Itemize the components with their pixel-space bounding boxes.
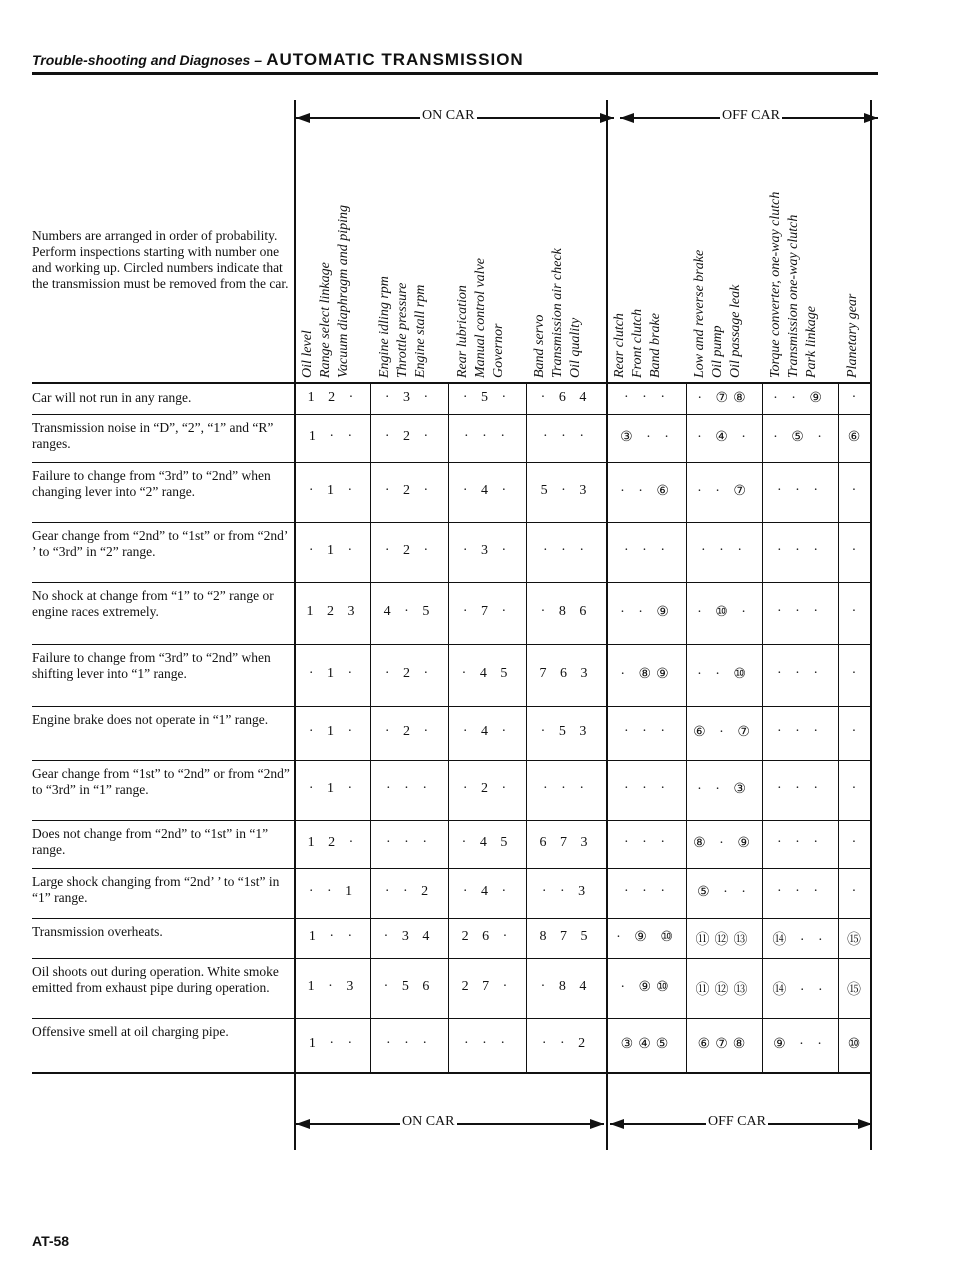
row-label: Transmission noise in “D”, “2”, “1” and “R” ranges. — [32, 420, 274, 451]
row-label: Does not change from “2nd” to “1st” in “1” range. — [32, 826, 269, 857]
cell-value: · 5 3 — [540, 724, 592, 739]
cell-value: · · · — [624, 543, 670, 558]
cell-value: · · ③ — [697, 782, 751, 797]
cell-value: · 4 · — [462, 724, 512, 739]
row-rule — [32, 918, 872, 919]
column-header: Oil level — [300, 330, 315, 378]
column-header: Range select linkage — [318, 262, 333, 378]
table-top-rule — [32, 382, 872, 384]
cell-value: · 8 6 — [540, 604, 592, 619]
cell-value: · 2 · — [462, 781, 512, 796]
cell-value: · · · — [777, 604, 823, 619]
row-label: No shock at change from “1” to “2” range or engine races extremely. — [32, 588, 274, 619]
column-header: Engine idling rpm — [377, 276, 392, 378]
column-header: Vacuum diaphragm and piping — [336, 204, 351, 378]
row-label: Transmission overheats. — [32, 924, 163, 939]
row-rule — [32, 958, 872, 959]
cell-value: · ⑩ · — [697, 605, 751, 620]
cell-value: · — [851, 884, 857, 899]
column-header: Engine stall rpm — [413, 284, 428, 378]
row-rule — [32, 644, 872, 645]
off-car-label-top: OFF CAR — [722, 108, 780, 123]
row-rule — [32, 462, 872, 463]
on-car-arrow-left — [296, 113, 310, 123]
cell-value: · · · — [701, 543, 747, 558]
row-rule — [32, 706, 872, 707]
cell-value: · 4 5 — [461, 666, 513, 681]
row-label: Failure to change from “3rd” to “2nd” when changing lever into “2” range. — [32, 468, 271, 499]
column-header: Torque converter, one-way clutch — [768, 191, 783, 378]
cell-value: 1 · · — [308, 429, 358, 444]
cell-value: · · 1 — [308, 884, 358, 899]
cell-value: ⑥⑦⑧ — [697, 1037, 751, 1052]
column-header: Park linkage — [804, 306, 819, 378]
row-label: Engine brake does not operate in “1” range. — [32, 712, 269, 727]
cell-value: · · · — [543, 429, 589, 444]
cell-value: · · · — [386, 835, 432, 850]
row-label: Car will not run in any range. — [32, 390, 192, 405]
cell-value: · · 2 — [384, 884, 434, 899]
column-header: Band brake — [648, 313, 663, 378]
cell-value: · — [851, 390, 857, 405]
cell-value: ⑮ — [847, 933, 861, 948]
row-label: Large shock changing from “2nd’ ’ to “1st” in “1” range. — [32, 874, 280, 905]
row-rule — [32, 414, 872, 415]
cell-value: · · ⑥ — [620, 484, 674, 499]
cell-value: · · 3 — [541, 884, 591, 899]
cell-value: · ⑤ · — [773, 430, 827, 445]
cell-value: 8 7 5 — [539, 929, 593, 944]
on-car-label-bottom: ON CAR — [402, 1114, 455, 1129]
cell-value: · · · — [624, 835, 670, 850]
cell-value: 2 6 · — [461, 929, 513, 944]
cell-value: · ⑧⑨ — [620, 667, 674, 682]
cell-value: · · · — [777, 724, 823, 739]
cell-value: · 1 · — [308, 781, 358, 796]
cell-value: · 4 · — [462, 884, 512, 899]
cell-value: · — [851, 483, 857, 498]
cell-value: ⑭ · · — [772, 983, 828, 998]
cell-value: · · ⑦ — [697, 484, 751, 499]
cell-value: 6 7 3 — [539, 835, 593, 850]
cell-value: · — [851, 781, 857, 796]
cell-value: ⑥ · ⑦ — [693, 725, 755, 740]
cell-value: ⑮ — [847, 983, 861, 998]
column-header: Throttle pressure — [395, 282, 410, 378]
on-car-label-top: ON CAR — [422, 108, 475, 123]
on-car-arrow-bottom-right — [590, 1119, 604, 1129]
section-label: Trouble-shooting and Diagnoses – — [32, 52, 262, 68]
column-header: Front clutch — [630, 308, 645, 378]
cell-value: · 8 4 — [540, 979, 592, 994]
page-number: AT-58 — [32, 1233, 70, 1249]
column-header: Oil quality — [568, 317, 583, 378]
cell-value: · · · — [464, 429, 510, 444]
instructions-note: Numbers are arranged in order of probability. Perform inspections starting with number one and working up. Circled numbers indicate that the transmission must be removed from the car. — [32, 228, 289, 291]
column-header: Governor — [491, 323, 506, 378]
column-header: Band servo — [532, 314, 547, 378]
cell-value: · · ⑨ — [620, 605, 674, 620]
cell-value: · 4 · — [462, 483, 512, 498]
cell-value: 1 2 · — [307, 835, 359, 850]
cell-value: · · · — [386, 781, 432, 796]
cell-value: 7 6 3 — [539, 666, 593, 681]
cell-value: · · · — [777, 781, 823, 796]
cell-value: 4 · 5 — [383, 604, 435, 619]
row-label: Gear change from “2nd” to “1st” or from “2nd’ ’ to “3rd” in “2” range. — [32, 528, 288, 559]
off-car-arrow-bottom-left — [610, 1119, 624, 1129]
row-label: Failure to change from “3rd” to “2nd” when shifting lever into “1” range. — [32, 650, 271, 681]
cell-value: ⑪⑫⑬ — [695, 983, 753, 998]
cell-value: · · 2 — [541, 1036, 591, 1051]
cell-value: 1 · 3 — [307, 979, 359, 994]
column-header: Manual control valve — [473, 257, 488, 378]
cell-value: · 3 4 — [383, 929, 435, 944]
cell-value: · · · — [624, 390, 670, 405]
cell-value: · ⑨ ⑩ — [616, 930, 678, 945]
cell-value: · 5 6 — [383, 979, 435, 994]
row-rule — [32, 868, 872, 869]
cell-value: · 1 · — [308, 666, 358, 681]
cell-value: · 7 · — [462, 604, 512, 619]
cell-value: ③ · · — [620, 430, 674, 445]
cell-value: 2 7 · — [461, 979, 513, 994]
cell-value: 5 · 3 — [540, 483, 592, 498]
column-header: Transmission air check — [550, 248, 565, 378]
cell-value: · · · — [777, 884, 823, 899]
cell-value: 1 · · — [308, 929, 358, 944]
cell-value: · 3 · — [384, 390, 434, 405]
cell-value: ⑧ · ⑨ — [693, 836, 755, 851]
cell-value: · · · — [777, 483, 823, 498]
cell-value: · — [851, 604, 857, 619]
cell-value: · · · — [777, 666, 823, 681]
cell-value: · 2 · — [384, 543, 434, 558]
cell-value: · 6 4 — [540, 390, 592, 405]
row-rule — [32, 820, 872, 821]
cell-value: · — [851, 543, 857, 558]
cell-value: · 1 · — [308, 543, 358, 558]
cell-value: · · · — [543, 781, 589, 796]
cell-value: · 2 · — [384, 483, 434, 498]
cell-value: · · · — [624, 781, 670, 796]
cell-value: · ⑨⑩ — [620, 980, 674, 995]
cell-value: 1 · · — [308, 1036, 358, 1051]
column-header: Low and reverse brake — [692, 249, 707, 378]
cell-value: ⑭ · · — [772, 933, 828, 948]
row-rule — [32, 1018, 872, 1019]
cell-value: ⑩ — [847, 1037, 861, 1052]
cell-value: · · · — [624, 724, 670, 739]
cell-value: · 1 · — [308, 483, 358, 498]
cell-value: ⑥ — [847, 430, 861, 445]
cell-value: ⑨ · · — [773, 1037, 827, 1052]
cell-value: · · ⑨ — [773, 391, 827, 406]
cell-value: ⑤ · · — [697, 885, 751, 900]
column-header: Rear clutch — [612, 313, 627, 378]
cell-value: ⑪⑫⑬ — [695, 933, 753, 948]
column-header: Oil passage leak — [728, 284, 743, 378]
cell-value: 1 2 3 — [306, 604, 360, 619]
cell-value: · · · — [624, 884, 670, 899]
cell-value: · 4 5 — [461, 835, 513, 850]
column-header: Transmission one-way clutch — [786, 214, 801, 378]
cell-value: · — [851, 666, 857, 681]
cell-value: · 3 · — [462, 543, 512, 558]
cell-value: · · · — [777, 543, 823, 558]
cell-value: · 2 · — [384, 429, 434, 444]
row-rule — [32, 522, 872, 523]
row-label: Oil shoots out during operation. White smoke emitted from exhaust pipe during operation. — [32, 964, 279, 995]
row-label: Offensive smell at oil charging pipe. — [32, 1024, 229, 1039]
page-title: AUTOMATIC TRANSMISSION — [266, 50, 524, 69]
cell-value: · 2 · — [384, 666, 434, 681]
cell-value: · · · — [464, 1036, 510, 1051]
cell-value: · · · — [777, 835, 823, 850]
header-rule — [32, 72, 878, 75]
cell-value: · 2 · — [384, 724, 434, 739]
cell-value: 1 2 · — [307, 390, 359, 405]
row-label: Gear change from “1st” to “2nd” or from “2nd” to “3rd” in “1” range. — [32, 766, 290, 797]
cell-value: · ④ · — [697, 430, 751, 445]
row-rule — [32, 760, 872, 761]
column-header: Planetary gear — [845, 293, 860, 378]
cell-value: ③④⑤ — [620, 1037, 674, 1052]
page-header — [32, 50, 524, 70]
cell-value: · · · — [543, 543, 589, 558]
cell-value: · ⑦⑧ — [697, 391, 751, 406]
column-header: Oil pump — [710, 325, 725, 378]
row-rule — [32, 582, 872, 583]
off-car-arrow-bottom-right — [858, 1119, 872, 1129]
cell-value: · 1 · — [308, 724, 358, 739]
on-car-arrow-bottom-left — [296, 1119, 310, 1129]
cell-value: · · ⑩ — [697, 667, 751, 682]
cell-value: · — [851, 835, 857, 850]
cell-value: · · · — [386, 1036, 432, 1051]
off-car-arrow-left — [620, 113, 634, 123]
off-car-label-bottom: OFF CAR — [708, 1114, 766, 1129]
cell-value: · — [851, 724, 857, 739]
table-bottom-rule — [32, 1072, 872, 1074]
column-header: Rear lubrication — [455, 285, 470, 378]
cell-value: · 5 · — [462, 390, 512, 405]
